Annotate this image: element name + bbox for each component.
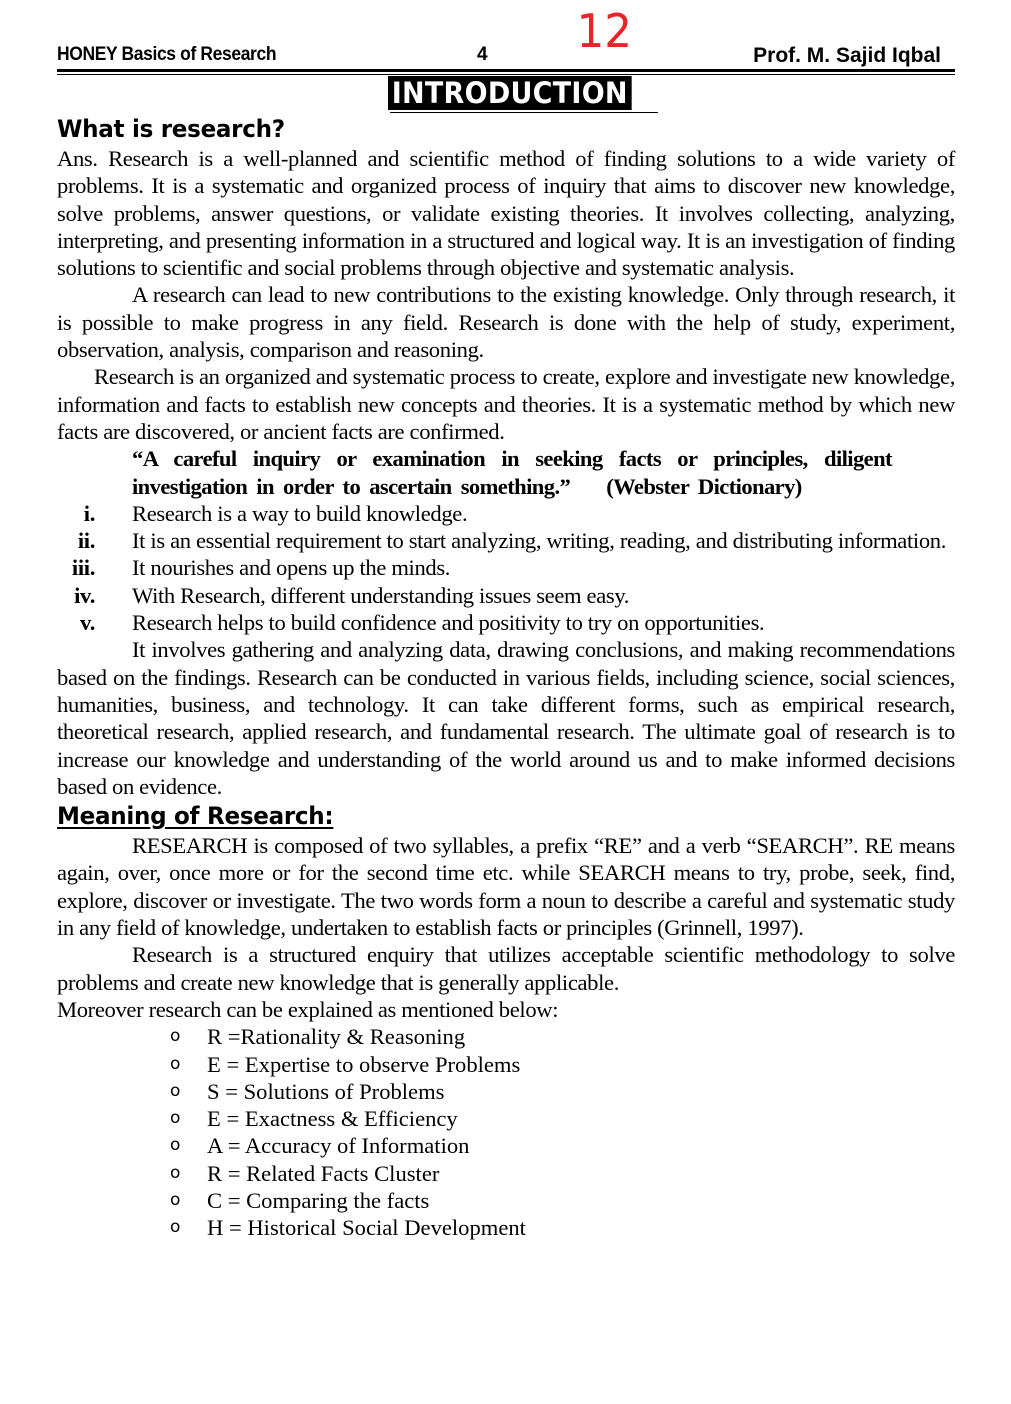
paragraph: RESEARCH is composed of two syllables, a prefix “RE” and a verb “SEARCH”. RE means again, over, once more or for the second time etc. while SEARCH means to try, probe, seek, find, explore, discover or investigate. The two words form a noun to describe a careful and systematic study in any field of knowledge, undertaken to establish facts or principles (Grinnell, 1997). [57,833,955,941]
definition-quote [132,445,892,500]
list-marker: i. [83,500,95,526]
heading-meaning-of-research: Meaning of Research: [57,802,334,831]
paragraph: It involves gathering and analyzing data, drawing conclusions, and making recommendations based on the findings. Research can be conducted in various fields, including science, social sciences, humanities, business, and technology. It can take different forms, such as empirical research, theoretical research, applied research, and fundamental research. The ultimate goal of research is to increase our knowledge and understanding of the world around us and to make informed decisions based on evidence. [57,637,955,799]
list-item-text: E = Expertise to observe Problems [207,1051,521,1077]
list-item [57,1160,955,1187]
list-marker: ii. [77,528,95,554]
list-marker: iv. [74,582,95,608]
list-item-text: C = Comparing the facts [207,1187,430,1213]
list-item [57,1078,955,1105]
list-item-text: Research is a way to build knowledge. [132,500,468,526]
list-item-text: E = Exactness & Efficiency [207,1106,458,1132]
page-content [57,113,955,1242]
book-title: HONEY Basics of Research [57,44,277,65]
circle-bullet-icon: o [170,1189,181,1210]
list-item [57,527,955,554]
list-item [57,1051,955,1078]
chapter-title: INTRODUCTION [388,76,632,110]
heading-what-is-research: What is research? [57,115,285,143]
paragraph: Research is an organized and systematic process to create, explore and investigate new knowledge, information and facts to establish new concepts and theories. It is a systematic method by which new facts are discovered, or ancient facts are confirmed. [57,364,955,444]
circle-bullet-icon: o [170,1217,181,1238]
acronym-list [57,1023,955,1241]
circle-bullet-icon: o [170,1053,181,1074]
paragraph: A research can lead to new contributions to the existing knowledge. Only through research, it is possible to make progress in any field. Research is done with the help of study, experiment, observation, analysis, comparison and reasoning. [57,282,955,363]
author-name: Prof. M. Sajid Iqbal [753,44,941,67]
list-item [57,1132,955,1159]
quote-source: (Webster Dictionary) [606,473,802,499]
circle-bullet-icon: o [170,1108,181,1129]
list-item [57,582,955,609]
research-points-list [57,500,955,636]
list-marker: iii. [71,555,95,581]
list-item-text: H = Historical Social Development [207,1215,526,1241]
list-item [57,1214,955,1241]
paragraph: Ans. Research is a well-planned and scientific method of finding solutions to a wide variety of problems. It is a systematic and organized process of inquiry that aims to discover new knowledge, solve problems, answer questions, or validate existing theories. It involves collecting, analyzing, interpreting, and presenting information in a structured and logical way. It is an investigation of finding solutions to scientific and social problems through objective and systematic analysis. [57,146,955,281]
list-item-text: A = Accuracy of Information [207,1133,470,1159]
list-item-text: It is an essential requirement to start analyzing, writing, reading, and distributing information. [132,528,947,554]
circle-bullet-icon: o [170,1135,181,1156]
list-item-text: Research helps to build confidence and positivity to try on opportunities. [132,610,765,636]
list-item [57,554,955,581]
list-item [57,500,955,527]
page-header [57,4,955,74]
list-item [57,1187,955,1214]
circle-bullet-icon: o [170,1162,181,1183]
header-rule-thin [57,74,955,75]
circle-bullet-icon: o [170,1026,181,1047]
list-marker: v. [80,610,95,636]
paragraph: Moreover research can be explained as mentioned below: [57,996,559,1022]
list-item [57,609,955,636]
list-item-text: R = Related Facts Cluster [207,1160,440,1186]
list-item-text: It nourishes and opens up the minds. [132,555,451,581]
page-label: 12 [576,4,633,58]
list-item [57,1023,955,1050]
paragraph: Research is a structured enquiry that utilizes acceptable scientific methodology to solve problems and create new knowledge that is generally applicable. [57,942,955,995]
header-rule-thick [57,69,955,72]
list-item-text: S = Solutions of Problems [207,1078,445,1104]
chapter-title-wrap [388,76,650,110]
list-item [57,1105,955,1132]
list-item-text: With Research, different understanding issues seem easy. [132,582,630,608]
circle-bullet-icon: o [170,1080,181,1101]
list-item-text: R =Rationality & Reasoning [207,1024,466,1050]
printed-page-number: 4 [477,44,488,65]
quote-text: “A careful inquiry or examination in seeking facts or principles, diligent investigation in order to ascertain something.” [132,446,892,499]
